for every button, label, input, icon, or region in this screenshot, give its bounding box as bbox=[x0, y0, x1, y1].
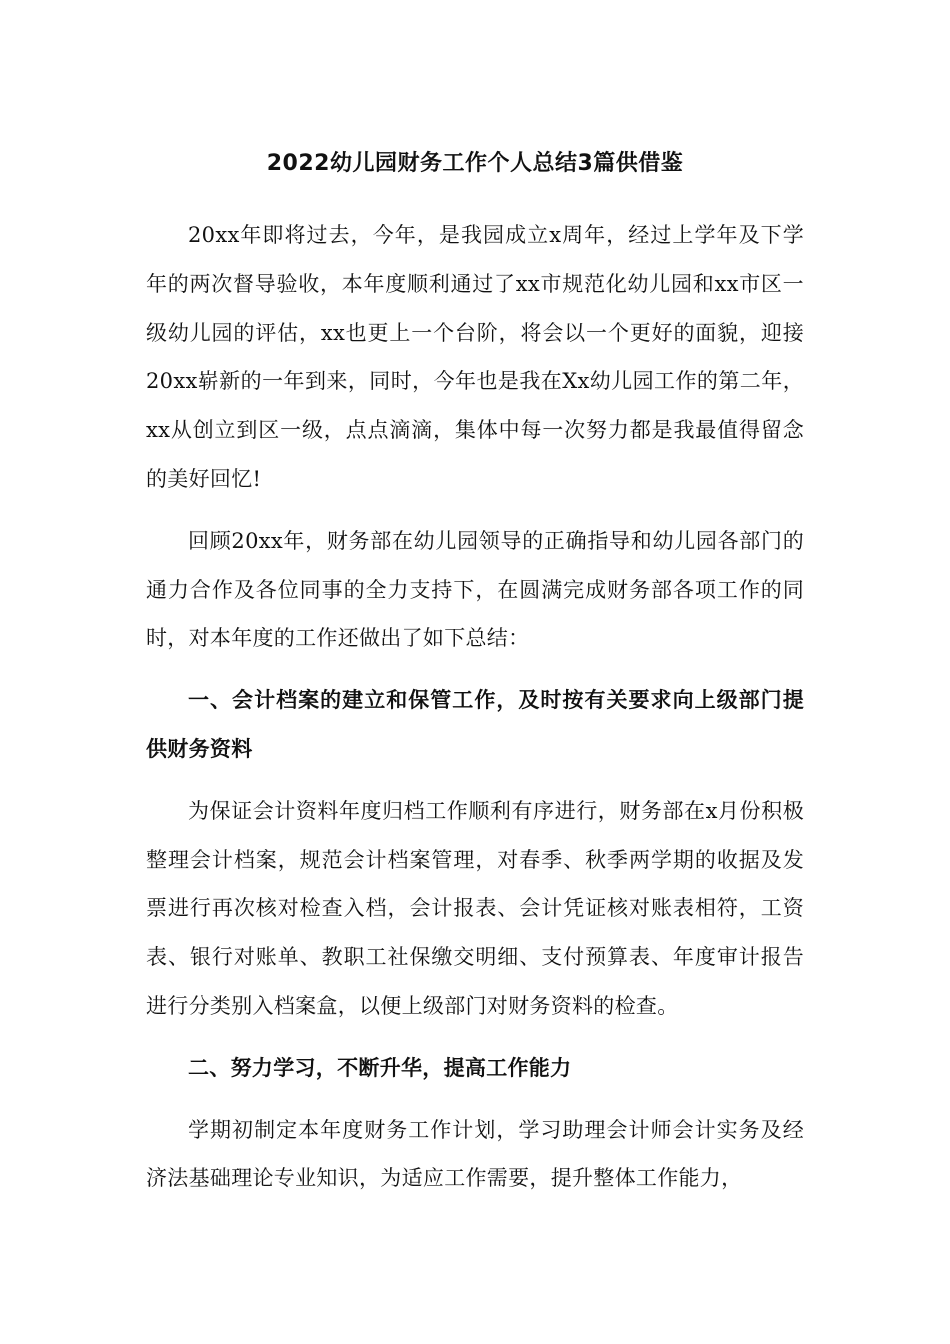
section-2-paragraph: 学期初制定本年度财务工作计划，学习助理会计师会计实务及经济法基础理论专业知识，为适应工作需要，提升整体工作能力， bbox=[146, 1117, 804, 1191]
document-title: 2022幼儿园财务工作个人总结3篇供借鉴 bbox=[266, 151, 684, 176]
section-heading-2: 二、努力学习，不断升华，提高工作能力 bbox=[188, 1055, 572, 1080]
review-paragraph: 回顾20xx年，财务部在幼儿园领导的正确指导和幼儿园各部门的通力合作及各位同事的全力支持下，在圆满完成财务部各项工作的同时，对本年度的工作还做出了如下总结： bbox=[146, 528, 804, 651]
section-1-paragraph: 为保证会计资料年度归档工作顺利有序进行，财务部在x月份积极整理会计档案，规范会计档案管理，对春季、秋季两学期的收据及发票进行再次核对检查入档，会计报表、会计凭证核对账表相符，工资表、银行对账单、教职工社保缴交明细、支付预算表、年度审计报告进行分类别入档案盒，以便上级部门对财务资料的检查。 bbox=[146, 798, 804, 1018]
section-heading-1: 一、会计档案的建立和保管工作，及时按有关要求向上级部门提供财务资料 bbox=[146, 688, 804, 761]
intro-paragraph: 20xx年即将过去，今年，是我园成立x周年，经过上学年及下学年的两次督导验收，本年度顺利通过了xx市规范化幼儿园和xx市区一级幼儿园的评估，xx也更上一个台阶，将会以一个更好的面貌，迎接20xx崭新的一年到来，同时，今年也是我在Xx幼儿园工作的第二年，xx从创立到区一级，点点滴滴，集体中每一次努力都是我最值得留念的美好回忆! bbox=[146, 223, 804, 491]
document-body bbox=[146, 140, 804, 1216]
